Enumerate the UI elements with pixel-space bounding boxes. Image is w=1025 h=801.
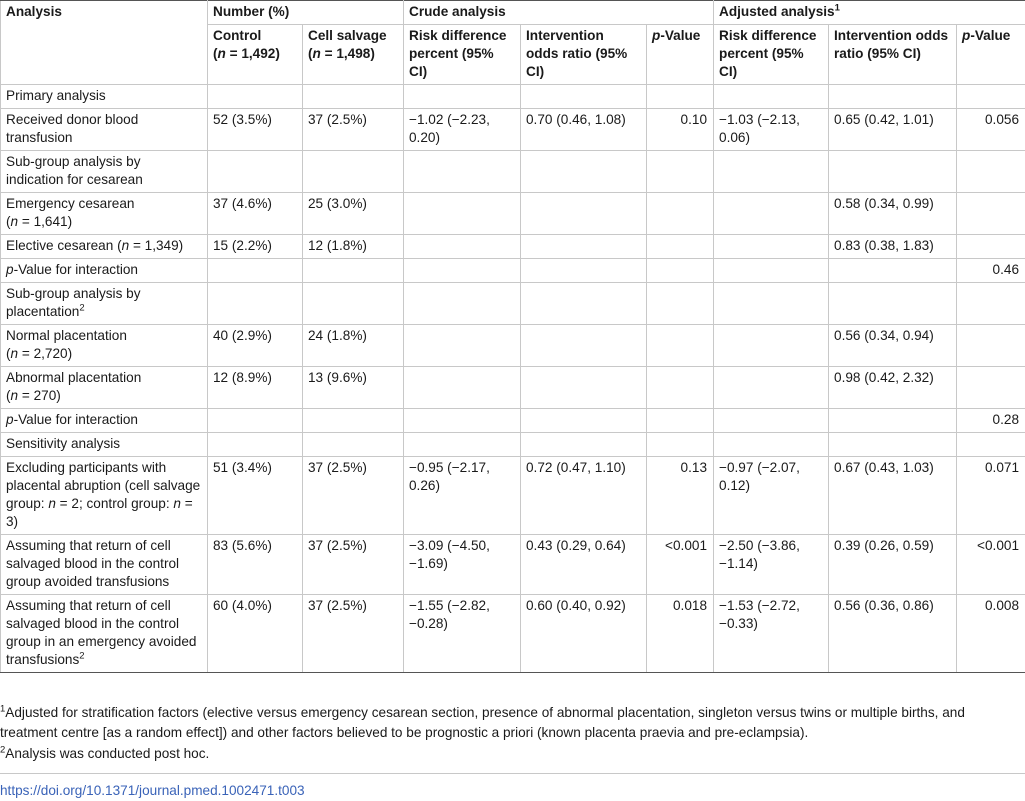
adjusted-header: Adjusted analysis$^1$ [714,1,1025,25]
section-label: Sub-group analysis by indication for cesarean [1,151,208,193]
table-row [1,409,1025,433]
section-row-sensitivity [1,433,1025,457]
adj-p-cell: 0.008 [957,595,1025,673]
row-label: Assuming that return of cell salvaged blood in the control group avoided transfusions [1,535,208,595]
adj-rd-cell: −1.53 (−2.72, −0.33) [714,595,829,673]
doi-link[interactable]: https://doi.org/10.1371/journal.pmed.1002471.t003 [0,781,1025,801]
control-cell: 15 (2.2%) [208,235,303,259]
crude-rd-cell: −3.09 (−4.50, −1.69) [404,535,521,595]
control-header: Control (n = 1,492) [208,25,303,85]
crude-p-cell: <0.001 [647,535,714,595]
crude-p-cell: 0.13 [647,457,714,535]
adj-or-cell: 0.56 (0.36, 0.86) [829,595,957,673]
adj-p-cell: 0.071 [957,457,1025,535]
crude-or-cell: 0.43 (0.29, 0.64) [521,535,647,595]
section-label: Primary analysis [1,85,208,109]
table-row [1,235,1025,259]
number-header: Number (%) [208,1,404,25]
adj-or-cell: 0.65 (0.42, 1.01) [829,109,957,151]
control-cell: 83 (5.6%) [208,535,303,595]
cs-cell: 37 (2.5%) [303,535,404,595]
adj-p-cell: 0.056 [957,109,1025,151]
crude-pvalue-header: p-Value [647,25,714,85]
row-label: p-Value for interaction [1,259,208,283]
control-cell: 40 (2.9%) [208,325,303,367]
section-row-primary [1,85,1025,109]
adj-p-cell: <0.001 [957,535,1025,595]
adj-or-cell: 0.98 (0.42, 2.32) [829,367,957,409]
footnote-2: $^2$Analysis was conducted post hoc. [0,744,1025,764]
table-row [1,457,1025,535]
cs-cell: 37 (2.5%) [303,109,404,151]
adj-or-cell: 0.56 (0.34, 0.94) [829,325,957,367]
cs-cell: 13 (9.6%) [303,367,404,409]
adj-or-header: Intervention odds ratio (95% CI) [829,25,957,85]
row-label: Elective cesarean (n = 1,349) [1,235,208,259]
table-row [1,109,1025,151]
divider [0,773,1025,774]
table-row [1,535,1025,595]
adj-p-cell: 0.46 [957,259,1025,283]
table-row [1,325,1025,367]
adj-rd-cell: −2.50 (−3.86, −1.14) [714,535,829,595]
header-row-1 [1,1,1025,25]
control-cell: 37 (4.6%) [208,193,303,235]
cs-cell: 37 (2.5%) [303,457,404,535]
crude-or-cell: 0.60 (0.40, 0.92) [521,595,647,673]
analysis-header: Analysis [1,1,208,85]
section-row-indication [1,151,1025,193]
cs-cell: 25 (3.0%) [303,193,404,235]
adj-or-cell: 0.58 (0.34, 0.99) [829,193,957,235]
adj-p-cell: 0.28 [957,409,1025,433]
section-label: Sub-group analysis by placentation$^2$ [1,283,208,325]
section-row-placentation [1,283,1025,325]
adj-rd-cell: −1.03 (−2.13, 0.06) [714,109,829,151]
crude-or-cell: 0.70 (0.46, 1.08) [521,109,647,151]
control-cell: 60 (4.0%) [208,595,303,673]
crude-p-cell: 0.018 [647,595,714,673]
cell-salvage-header: Cell salvage (n = 1,498) [303,25,404,85]
table-row [1,193,1025,235]
crude-or-cell: 0.72 (0.47, 1.10) [521,457,647,535]
row-label: Excluding participants with placental abruption (cell salvage group: n = 2; control group: n = 3) [1,457,208,535]
crude-rd-cell: −1.55 (−2.82, −0.28) [404,595,521,673]
cs-cell: 24 (1.8%) [303,325,404,367]
cs-cell: 12 (1.8%) [303,235,404,259]
table-row [1,367,1025,409]
table-row [1,595,1025,673]
control-cell: 12 (8.9%) [208,367,303,409]
control-cell: 52 (3.5%) [208,109,303,151]
crude-or-header: Intervention odds ratio (95% CI) [521,25,647,85]
adj-rd-cell: −0.97 (−2.07, 0.12) [714,457,829,535]
crude-risk-diff-header: Risk difference percent (95% CI) [404,25,521,85]
adj-pvalue-header: p-Value [957,25,1025,85]
crude-rd-cell: −0.95 (−2.17, 0.26) [404,457,521,535]
row-label: Received donor blood transfusion [1,109,208,151]
adj-risk-diff-header: Risk difference percent (95% CI) [714,25,829,85]
row-label: p-Value for interaction [1,409,208,433]
row-label: Emergency cesarean (n = 1,641) [1,193,208,235]
crude-p-cell: 0.10 [647,109,714,151]
row-label: Assuming that return of cell salvaged blood in the control group in an emergency avoided transfusions$^2$ [1,595,208,673]
crude-rd-cell: −1.02 (−2.23, 0.20) [404,109,521,151]
row-label: Abnormal placentation (n = 270) [1,367,208,409]
footnote-1: $^1$Adjusted for stratification factors (elective versus emergency cesarean section, presence of abnormal placentation, singleton versus twins or multiple births, and treatment centre [as a random effect]) and other factors believed to be prognostic a priori (known placenta praevia and pre-eclampsia). [0,703,1025,743]
adj-or-cell: 0.39 (0.26, 0.59) [829,535,957,595]
table-row [1,259,1025,283]
row-label: Normal placentation (n = 2,720) [1,325,208,367]
cs-cell: 37 (2.5%) [303,595,404,673]
control-cell: 51 (3.4%) [208,457,303,535]
adj-or-cell: 0.83 (0.38, 1.83) [829,235,957,259]
adj-or-cell: 0.67 (0.43, 1.03) [829,457,957,535]
crude-header: Crude analysis [404,1,714,25]
section-label: Sensitivity analysis [1,433,208,457]
